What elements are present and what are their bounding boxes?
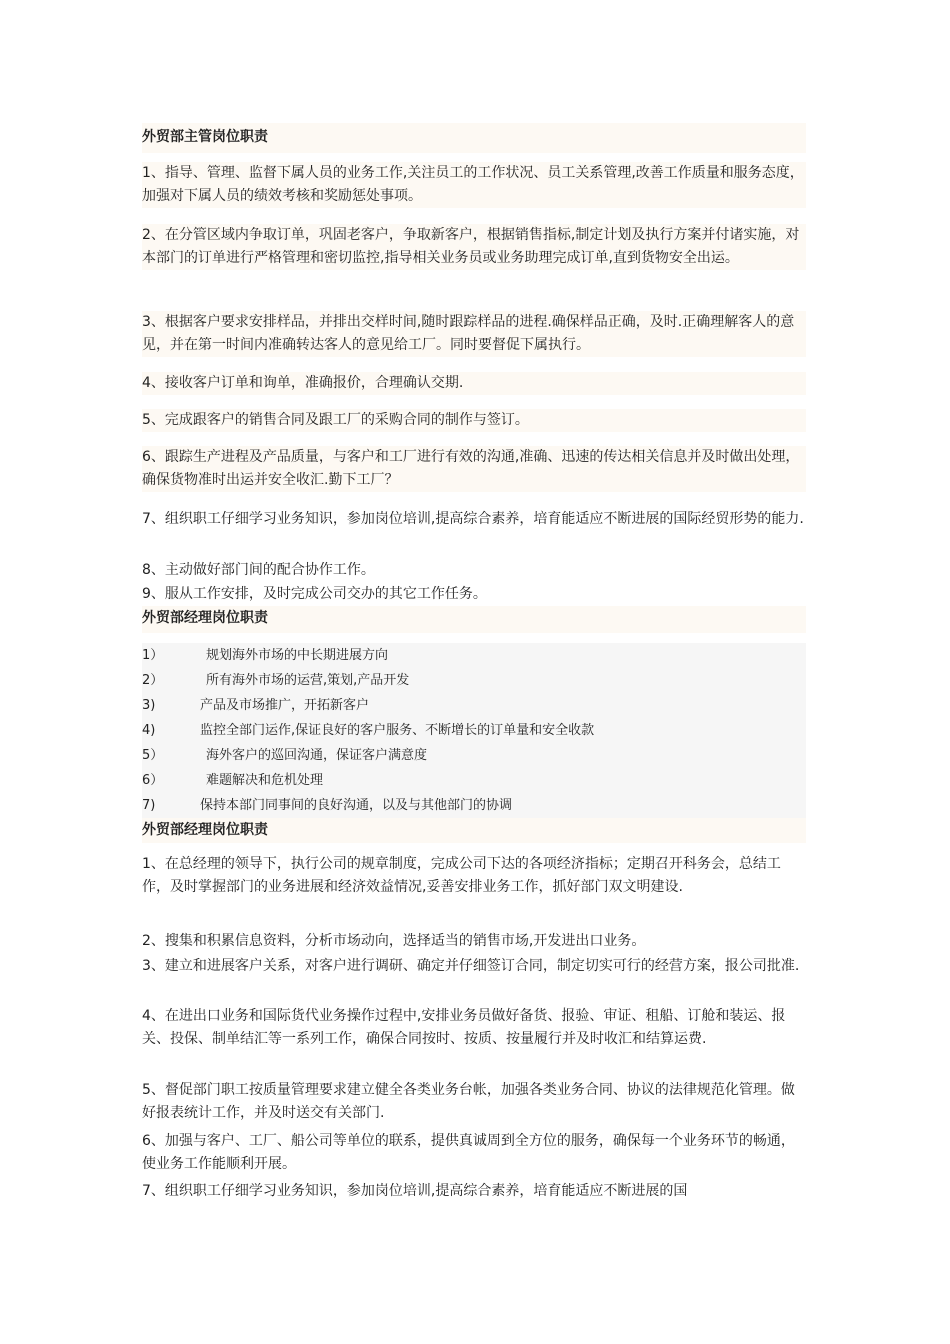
list-text: 保持本部门同事间的良好沟通，以及与其他部门的协调 bbox=[200, 798, 513, 813]
list-item bbox=[142, 743, 806, 768]
paragraph-s1-5: 5、完成跟客户的销售合同及跟工厂的采购合同的制作与签订。 bbox=[142, 409, 806, 432]
paragraph-s1-4: 4、接收客户订单和询单，准确报价，合理确认交期. bbox=[142, 372, 806, 395]
list-number: 3) bbox=[142, 698, 156, 713]
paragraph-s1-1: 1、指导、管理、监督下属人员的业务工作,关注员工的工作状况、员工关系管理,改善工作质量和服务态度，加强对下属人员的绩效考核和奖励惩处事项。 bbox=[142, 162, 806, 208]
paragraph-s1-7: 7、组织职工仔细学习业务知识，参加岗位培训,提高综合素养，培育能适应不断进展的国际经贸形势的能力. bbox=[142, 511, 804, 527]
list-number: 4) bbox=[142, 723, 156, 738]
section-title-supervisor: 外贸部主管岗位职责 bbox=[142, 123, 806, 153]
list-text: 产品及市场推广，开拓新客户 bbox=[200, 698, 370, 713]
paragraph-s1-2: 2、在分管区域内争取订单，巩固老客户，争取新客户，根据销售指标,制定计划及执行方案并付诸实施，对本部门的订单进行严格管理和密切监控,指导相关业务员或业务助理完成订单,直到货物安全出运。 bbox=[142, 224, 806, 270]
list-number: 7) bbox=[142, 798, 156, 813]
list-number: 5） bbox=[142, 748, 164, 763]
paragraph-s1-9: 9、服从工作安排，及时完成公司交办的其它工作任务。 bbox=[142, 586, 487, 602]
list-item bbox=[142, 668, 806, 693]
paragraph-s1-8: 8、主动做好部门间的配合协作工作。 bbox=[142, 562, 375, 578]
list-item bbox=[142, 768, 806, 793]
paragraph-s3-3: 3、建立和进展客户关系，对客户进行调研、确定并仔细签订合同，制定切实可行的经营方案，报公司批准. bbox=[142, 958, 800, 974]
paragraph-s1-6: 6、跟踪生产进程及产品质量，与客户和工厂进行有效的沟通,准确、迅速的传达相关信息并及时做出处理，确保货物准时出运并安全收汇.勤下工厂？ bbox=[142, 446, 806, 492]
paragraph-s3-4: 4、在进出口业务和国际货代业务操作过程中,安排业务员做好备货、报验、审证、租船、订舱和装运、报关、投保、制单结汇等一系列工作，确保合同按时、按质、按量履行并及时收汇和结算运费. bbox=[142, 1008, 786, 1047]
list-item bbox=[142, 693, 806, 718]
list-text: 规划海外市场的中长期进展方向 bbox=[206, 648, 389, 663]
list-item bbox=[142, 793, 806, 818]
duties-list bbox=[142, 643, 806, 818]
paragraph-s3-5: 5、督促部门职工按质量管理要求建立健全各类业务台帐，加强各类业务合同、协议的法律规范化管理。做好报表统计工作，并及时送交有关部门. bbox=[142, 1082, 795, 1121]
list-item bbox=[142, 718, 806, 743]
paragraph-s3-6: 6、加强与客户、工厂、船公司等单位的联系，提供真诚周到全方位的服务，确保每一个业务环节的畅通，使业务工作能顺利开展。 bbox=[142, 1133, 795, 1172]
list-text: 海外客户的巡回沟通，保证客户满意度 bbox=[206, 748, 428, 763]
list-number: 6） bbox=[142, 773, 164, 788]
paragraph-s3-7: 7、组织职工仔细学习业务知识，参加岗位培训,提高综合素养，培育能适应不断进展的国 bbox=[142, 1183, 688, 1199]
list-text: 监控全部门运作,保证良好的客户服务、不断增长的订单量和安全收款 bbox=[200, 723, 595, 738]
paragraph-s3-2: 2、搜集和积累信息资料，分析市场动向，选择适当的销售市场,开发进出口业务。 bbox=[142, 933, 646, 949]
paragraph-s3-1: 1、在总经理的领导下，执行公司的规章制度，完成公司下达的各项经济指标；定期召开科务会，总结工作，及时掌握部门的业务进展和经济效益情况,妥善安排业务工作，抓好部门双文明建设. bbox=[142, 856, 781, 895]
section-title-manager-2: 外贸部经理岗位职责 bbox=[142, 818, 806, 843]
list-text: 难题解决和危机处理 bbox=[206, 773, 324, 788]
list-number: 1） bbox=[142, 648, 164, 663]
list-number: 2） bbox=[142, 673, 164, 688]
paragraph-s1-3: 3、根据客户要求安排样品，并排出交样时间,随时跟踪样品的进程.确保样品正确，及时.正确理解客人的意见，并在第一时间内准确转达客人的意见给工厂。同时要督促下属执行。 bbox=[142, 311, 806, 357]
list-item bbox=[142, 643, 806, 668]
list-text: 所有海外市场的运营,策划,产品开发 bbox=[206, 673, 410, 688]
section-title-manager: 外贸部经理岗位职责 bbox=[142, 606, 806, 633]
